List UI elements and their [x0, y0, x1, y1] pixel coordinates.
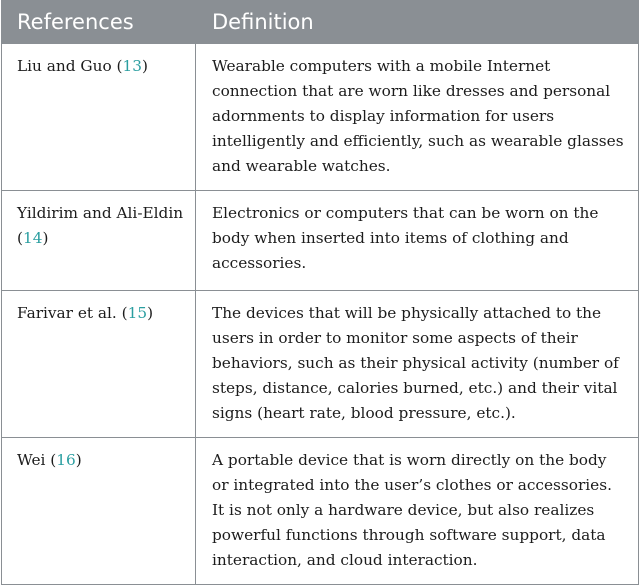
reference-close: )	[147, 304, 154, 322]
reference-text: Yildirim and Ali-Eldin (	[17, 204, 184, 247]
definitions-table	[1, 0, 639, 585]
reference-cell	[2, 438, 196, 585]
reference-close: )	[141, 57, 148, 75]
definition-cell: Electronics or computers that can be worn on the body when inserted into items of clothing and accessories.	[196, 191, 639, 291]
table-body	[2, 44, 639, 585]
citation-link[interactable]: 16	[56, 451, 76, 469]
definition-cell: A portable device that is worn directly on the body or integrated into the user’s clothes or accessories. It is not only a hardware device, but also realizes powerful functions through software support, data interaction, and cloud interaction.	[196, 438, 639, 585]
reference-text: Liu and Guo (	[17, 57, 123, 75]
reference-text: Farivar et al. (	[17, 304, 128, 322]
definition-cell: The devices that will be physically attached to the users in order to monitor some aspects of their behaviors, such as their physical activity (number of steps, distance, calories burned, etc.) and their vital signs (heart rate, blood pressure, etc.).	[196, 291, 639, 438]
reference-cell	[2, 44, 196, 191]
reference-cell	[2, 291, 196, 438]
table-header	[2, 1, 639, 44]
table-row	[2, 191, 639, 291]
header-references: References	[2, 1, 196, 44]
reference-close: )	[75, 451, 82, 469]
table-row	[2, 291, 639, 438]
definition-cell: Wearable computers with a mobile Internet connection that are worn like dresses and personal adornments to display information for users intelligently and efficiently, such as wearable glasses and wearable watches.	[196, 44, 639, 191]
reference-cell	[2, 191, 196, 291]
header-row	[2, 1, 639, 44]
reference-text: Wei (	[17, 451, 57, 469]
reference-close: )	[42, 229, 49, 247]
citation-link[interactable]: 13	[122, 57, 142, 75]
citation-link[interactable]: 14	[22, 229, 43, 247]
table-row	[2, 44, 639, 191]
table-row	[2, 438, 639, 585]
header-definition: Definition	[196, 1, 639, 44]
citation-link[interactable]: 15	[127, 304, 148, 322]
